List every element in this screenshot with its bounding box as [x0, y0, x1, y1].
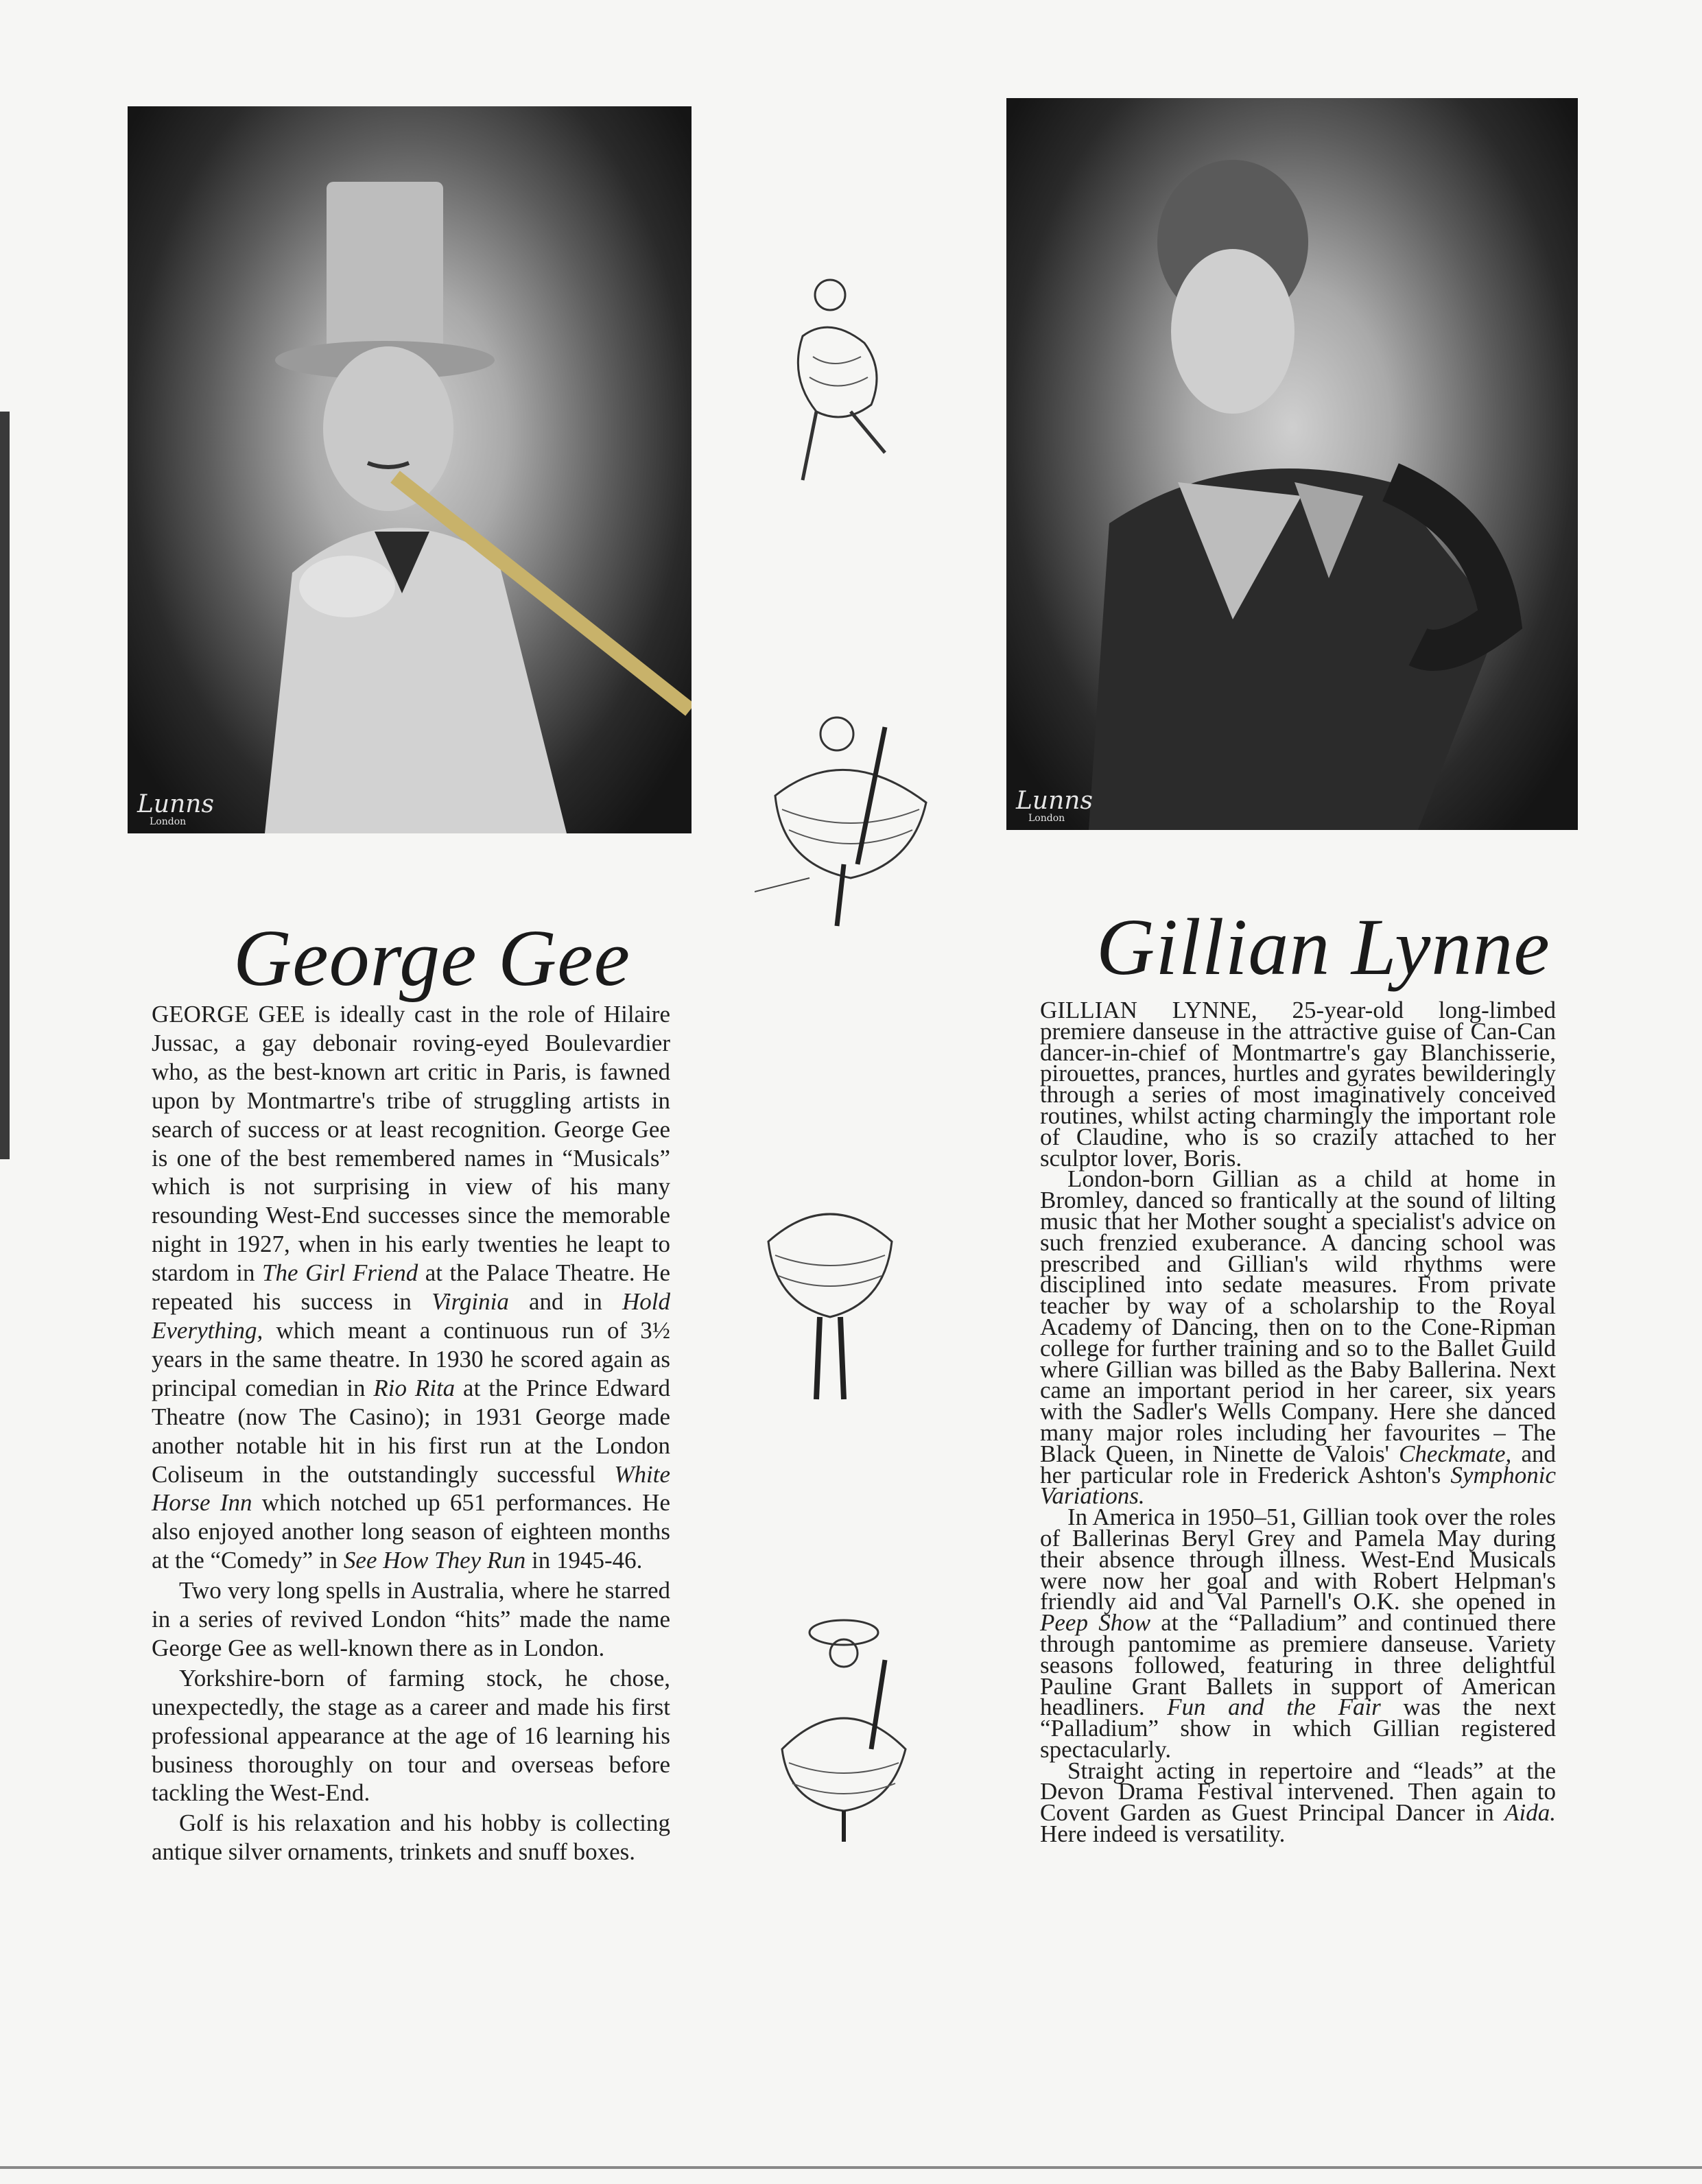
- george-gee-photo: [128, 106, 692, 833]
- gillian-bio-paragraph-3: In America in 1950–51, Gillian took over the roles of Ballerinas Beryl Grey and Pamela May during their absence through illness. West-End Musicals were now her goal and with Robert Helpman's friendly aid and Val Parnell's O.K. she opened in Peep Show at the “Palladium” and continued there through pantomime as premiere danseuse. Variety seasons followed, featuring in three delightful Pauline Grant Ballets in support of American headliners. Fun and the Fair was the next “Palladium” show in which Gillian registered spectacularly.: [1040, 1504, 1557, 1763]
- cancan-dancer-sketch-1: [775, 274, 906, 494]
- george-bio-paragraph-4: Golf is his relaxation and his hobby is collecting antique silver ornaments, trinkets and snuff boxes.: [152, 1809, 670, 1866]
- george-bio-paragraph-3: Yorkshire-born of farming stock, he chose, unexpectedly, the stage as a career and made his first professional appearance at the age of 16 learning his business thoroughly on tour and overseas before tackling the West-End.: [152, 1664, 670, 1807]
- gillian-lynne-bio: [1040, 997, 1557, 1848]
- cancan-dancer-sketch-2: [755, 707, 947, 933]
- cancan-dancer-sketch-3: [748, 1200, 906, 1406]
- photo-credit-right: Lunns London: [1016, 787, 1093, 824]
- cancan-dancer-sketch-4: [768, 1612, 919, 1845]
- gillian-lynne-heading: Gillian Lynne: [1096, 902, 1550, 992]
- photo-credit-left: Lunns London: [137, 790, 214, 827]
- page-edge-shadow: [0, 412, 10, 1159]
- george-bio-paragraph-2: Two very long spells in Australia, where he starred in a series of revived London “hits” made the name George Gee as well-known there as in London.: [152, 1577, 670, 1661]
- george-gee-heading: George Gee: [233, 913, 630, 1003]
- page-bottom-edge: [0, 2166, 1702, 2169]
- gillian-lynne-photo: [1006, 98, 1578, 830]
- george-gee-bio: [152, 1000, 670, 1866]
- george-gee-portrait: [128, 106, 692, 833]
- gillian-lynne-portrait: [1006, 98, 1578, 830]
- gillian-bio-paragraph-4: Straight acting in repertoire and “leads” at the Devon Drama Festival intervened. Then again to Covent Garden as Guest Principal Dancer in Aida. Here indeed is versatility.: [1040, 1757, 1556, 1848]
- george-bio-paragraph-1: GEORGE GEE is ideally cast in the role of Hilaire Jussac, a gay debonair roving-eyed Boulevardier who, as the best-known art critic in Paris, is fawned upon by Montmartre's tribe of struggling artists in search of success or at least recognition. George Gee is one of the best remembered names in “Musicals” which is not surprising in view of his many resounding West-End successes since the memorable night in 1927, when in his early twenties he leapt to stardom in The Girl Friend at the Palace Theatre. He repeated his success in Virginia and in Hold Everything, which meant a continuous run of 3½ years in the same theatre. In 1930 he scored again as principal comedian in Rio Rita at the Prince Edward Theatre (now The Casino); in 1931 George made another notable hit in his first run at the London Coliseum in the outstandingly successful White Horse Inn which notched up 651 performances. He also enjoyed another long season of eighteen months at the “Comedy” in See How They Run in 1945-46.: [152, 1001, 671, 1574]
- gillian-bio-paragraph-1: GILLIAN LYNNE, 25-year-old long-limbed premiere danseuse in the attractive guise of Can-Can dancer-in-chief of Montmartre's gay Blanchisserie, pirouettes, prances, hurtles and gyrates bewilderingly through a series of most imaginatively conceived routines, whilst acting charmingly the important role of Claudine, who is so crazily attached to her sculptor lover, Boris.: [1040, 997, 1556, 1172]
- gillian-bio-paragraph-2: London-born Gillian as a child at home in Bromley, danced so frantically at the sound of lilting music that her Mother sought a specialist's advice on such frenzied exuberance. A dancing school was prescribed and Gillian's wild rhythms were disciplined into sedate measures. From private teacher by way of a scholarship to the Royal Academy of Dancing, then on to the Cone-Ripman college for further training and so to the Ballet Guild where Gillian was billed as the Baby Ballerina. Next came an important period in her career, six years with the Sadler's Wells Company. Here she danced many major roles including her favourites – The Black Queen, in Ninette de Valois' Checkmate, and her particular role in Frederick Ashton's Symphonic Variations.: [1040, 1165, 1556, 1510]
